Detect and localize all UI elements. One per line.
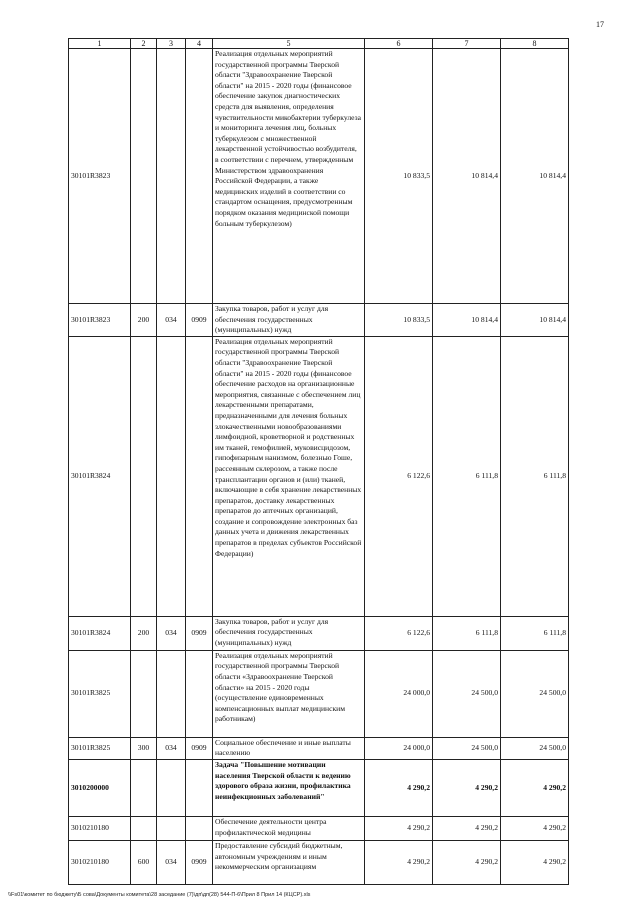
expense-type-code (131, 49, 157, 304)
amount-col7: 4 290,2 (433, 840, 501, 884)
amount-col8: 6 111,8 (501, 616, 569, 650)
ministry-code (157, 336, 186, 616)
ministry-code (157, 49, 186, 304)
expense-type-code: 600 (131, 840, 157, 884)
column-number-header: 2 (131, 39, 157, 49)
amount-col6: 6 122,6 (365, 336, 433, 616)
expense-type-code (131, 816, 157, 840)
item-description: Обеспечение деятельности центра профилактической медицины (213, 816, 365, 840)
table-row (69, 840, 569, 884)
amount-col8: 24 500,0 (501, 737, 569, 759)
amount-col6: 24 000,0 (365, 737, 433, 759)
item-description: Реализация отдельных мероприятий государственной программы Тверской области «Здравоохранение Тверской области» на 2015 - 2020 годы (осуществление единовременных компенсационных выплат медицинским работникам) (213, 650, 365, 737)
amount-col8: 10 814,4 (501, 304, 569, 337)
item-description: Предоставление субсидий бюджетным, автономным учреждениям и иным некоммерческим организациям (213, 840, 365, 884)
item-description: Задача "Повышение мотивации населения Тверской области к ведению здорового образа жизни, профилактика неинфекционных заболеваний" (213, 759, 365, 816)
expense-type-code (131, 650, 157, 737)
amount-col7: 6 111,8 (433, 616, 501, 650)
item-description: Закупка товаров, работ и услуг для обеспечения государственных (муниципальных) нужд (213, 616, 365, 650)
expense-type-code (131, 759, 157, 816)
expense-type-code: 300 (131, 737, 157, 759)
column-number-header: 7 (433, 39, 501, 49)
section-subsection-code: 0909 (186, 840, 213, 884)
section-subsection-code (186, 650, 213, 737)
file-path-footer: \\Fs01\комитет по бюджету\Б сова\Документы комитета\28 заседание (7)\дп\дп(28) 544-П-6\Прил 8 Прил 14 (КЦСР).xls (8, 892, 311, 898)
amount-col6: 10 833,5 (365, 304, 433, 337)
table-row (69, 336, 569, 616)
section-subsection-code: 0909 (186, 304, 213, 337)
amount-col6: 6 122,6 (365, 616, 433, 650)
target-article-code: 3010210180 (69, 816, 131, 840)
target-article-code: 30101R3824 (69, 336, 131, 616)
page-number: 17 (596, 20, 604, 29)
target-article-code: 30101R3825 (69, 650, 131, 737)
amount-col7: 4 290,2 (433, 759, 501, 816)
table-row (69, 737, 569, 759)
ministry-code (157, 816, 186, 840)
column-number-header: 8 (501, 39, 569, 49)
item-description: Закупка товаров, работ и услуг для обеспечения государственных (муниципальных) нужд (213, 304, 365, 337)
expense-type-code: 200 (131, 304, 157, 337)
amount-col8: 24 500,0 (501, 650, 569, 737)
amount-col6: 4 290,2 (365, 759, 433, 816)
item-description: Социальное обеспечение и иные выплаты населению (213, 737, 365, 759)
section-subsection-code (186, 759, 213, 816)
amount-col7: 24 500,0 (433, 737, 501, 759)
section-subsection-code (186, 336, 213, 616)
ministry-code: 034 (157, 840, 186, 884)
amount-col7: 24 500,0 (433, 650, 501, 737)
table-row (69, 650, 569, 737)
section-subsection-code (186, 49, 213, 304)
section-subsection-code: 0909 (186, 737, 213, 759)
ministry-code: 034 (157, 616, 186, 650)
item-description: Реализация отдельных мероприятий государственной программы Тверской области "Здравоохранение Тверской области" на 2015 - 2020 годы (финансовое обеспечение расходов на организационные мероприятия, связанные с обеспечением лиц лекарственными препаратами, предназначенными для лечения больных злокачественными новообразованиями лимфоидной, кроветворной и родственных им тканей, гемофилией, муковисцидозом, гипофизарным нанизмом, болезнью Гоше, рассеянным склерозом, а также после трансплантации органов и (или) тканей, включающие в себя хранение лекарственных препаратов, доставку лекарственных препаратов до аптечных организаций, создание и сопровождение электронных баз данных учета и движения лекарственных препаратов в пределах субъектов Российской Федерации) (213, 336, 365, 616)
amount-col6: 24 000,0 (365, 650, 433, 737)
column-number-header: 3 (157, 39, 186, 49)
column-number-header: 6 (365, 39, 433, 49)
amount-col6: 4 290,2 (365, 840, 433, 884)
column-number-header: 1 (69, 39, 131, 49)
ministry-code (157, 650, 186, 737)
ministry-code: 034 (157, 737, 186, 759)
table-row (69, 816, 569, 840)
amount-col8: 4 290,2 (501, 816, 569, 840)
target-article-code: 30101R3824 (69, 616, 131, 650)
table-row (69, 304, 569, 337)
amount-col7: 10 814,4 (433, 304, 501, 337)
expense-type-code (131, 336, 157, 616)
budget-table (68, 38, 569, 885)
column-number-header: 5 (213, 39, 365, 49)
target-article-code: 30101R3825 (69, 737, 131, 759)
amount-col8: 4 290,2 (501, 759, 569, 816)
amount-col7: 6 111,8 (433, 336, 501, 616)
ministry-code (157, 759, 186, 816)
item-description: Реализация отдельных мероприятий государственной программы Тверской области "Здравоохранение Тверской области" на 2015 - 2020 годы (финансовое обеспечение закупок диагностических средств для выявления, определения чувствительности микобактерии туберкулеза и мониторинга лечения лиц, больных туберкулезом с множественной лекарственной устойчивостью возбудителя, в соответствии с перечнем, утвержденным Министерством здравоохранения Российской Федерации, а также медицинских изделий в соответствии со стандартом оснащения, предусмотренным порядком оказания медицинской помощи больным туберкулезом) (213, 49, 365, 304)
target-article-code: 3010200000 (69, 759, 131, 816)
table-row (69, 49, 569, 304)
table-row (69, 759, 569, 816)
table-row (69, 616, 569, 650)
amount-col7: 10 814,4 (433, 49, 501, 304)
target-article-code: 30101R3823 (69, 304, 131, 337)
amount-col8: 6 111,8 (501, 336, 569, 616)
amount-col6: 10 833,5 (365, 49, 433, 304)
target-article-code: 30101R3823 (69, 49, 131, 304)
ministry-code: 034 (157, 304, 186, 337)
amount-col7: 4 290,2 (433, 816, 501, 840)
column-number-header-row (69, 39, 569, 49)
amount-col8: 4 290,2 (501, 840, 569, 884)
section-subsection-code (186, 816, 213, 840)
target-article-code: 3010210180 (69, 840, 131, 884)
amount-col8: 10 814,4 (501, 49, 569, 304)
amount-col6: 4 290,2 (365, 816, 433, 840)
expense-type-code: 200 (131, 616, 157, 650)
column-number-header: 4 (186, 39, 213, 49)
section-subsection-code: 0909 (186, 616, 213, 650)
